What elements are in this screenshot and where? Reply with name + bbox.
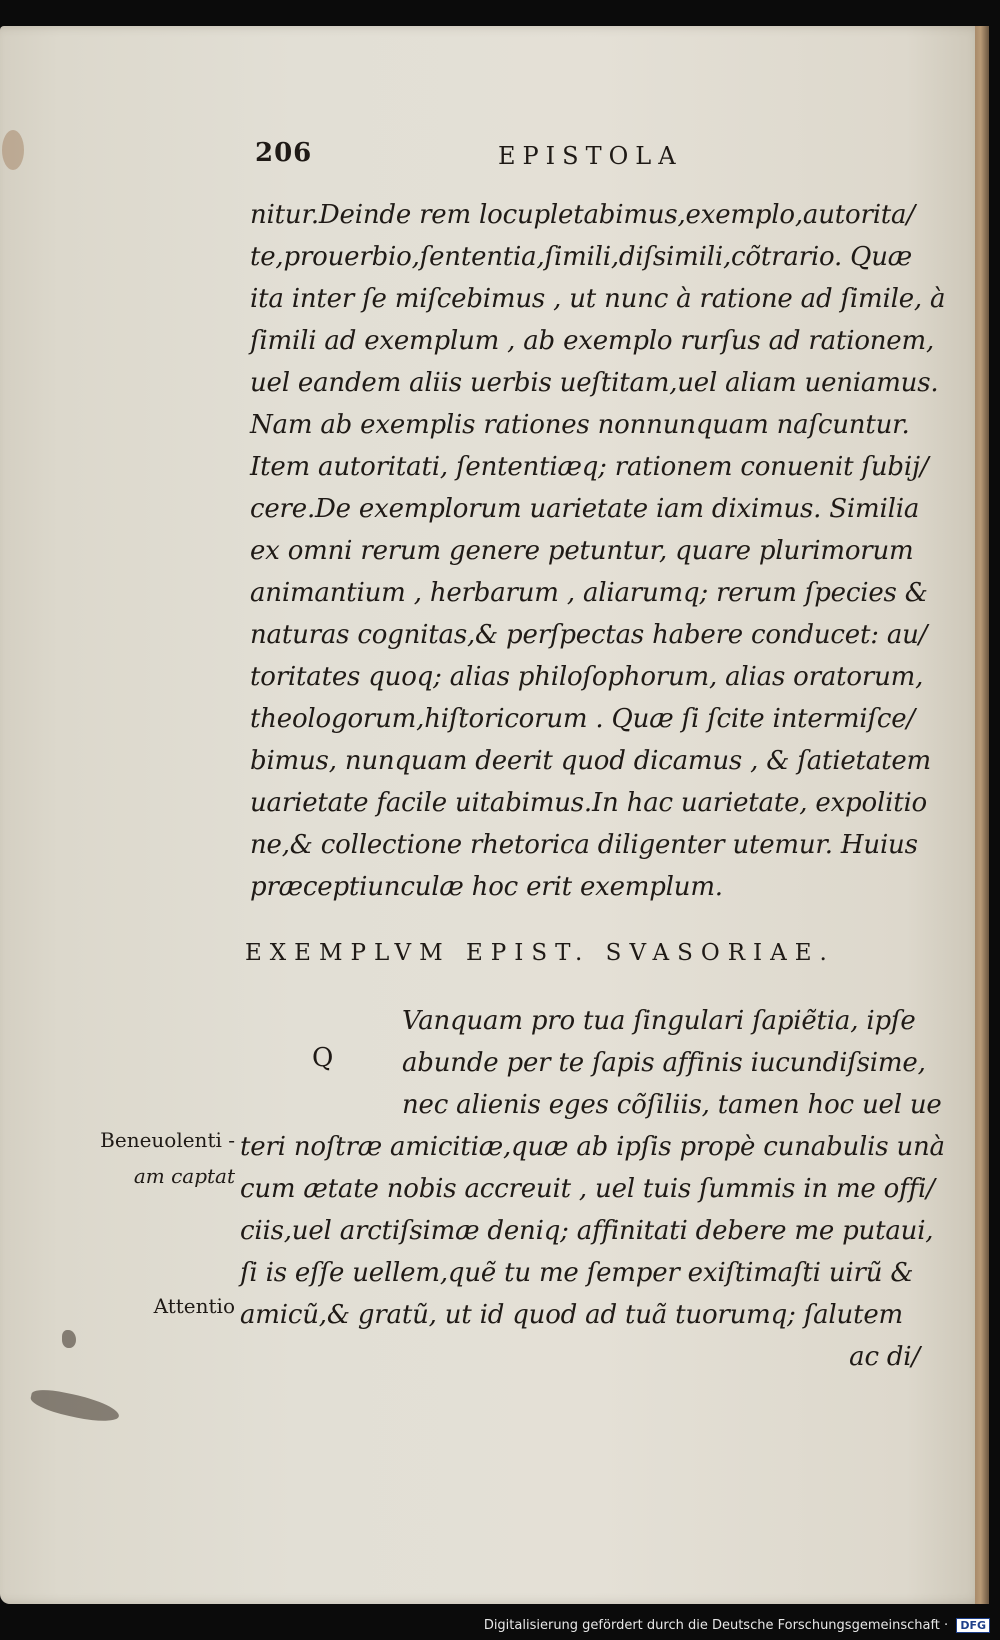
body-line: naturas cognitas,& perſpectas habere conducet: au/ <box>250 620 928 650</box>
body-line: animantium , herbarum , aliarumq; rerum ſpecies & <box>250 578 928 608</box>
letter-text <box>240 1000 945 1378</box>
page-edge <box>975 26 989 1604</box>
body-line: ne,& collectione rhetorica diligenter utemur. Huius <box>250 830 918 860</box>
body-line: nitur.Deinde rem locupletabimus,exemplo,autorita/ <box>250 200 915 230</box>
body-line: cere.De exemplorum uarietate iam diximus. Similia <box>250 494 920 524</box>
section-heading: EXEMPLVM EPIST. SVASORIAE. <box>245 940 835 966</box>
letter-line: amicũ,& gratũ, ut id quod ad tuã tuorumq; ſalutem <box>240 1300 903 1330</box>
body-line: ſimili ad exemplum , ab exemplo rurſus ad rationem, <box>250 326 935 356</box>
running-head: EPISTOLA <box>498 142 683 170</box>
credit-text: Digitalisierung gefördert durch die Deutsche Forschungsgemeinschaft · <box>483 1618 949 1633</box>
dfg-logo: DFG <box>956 1618 990 1633</box>
body-line: bimus, nunquam deerit quod dicamus , & ſatietatem <box>250 746 931 776</box>
stain-left-edge <box>2 130 24 170</box>
body-line: te,prouerbio,ſententia,ſimili,diſsimili,cõtrario. Quæ <box>250 242 912 272</box>
body-line: uel eandem aliis uerbis ueſtitam,uel aliam ueniamus. <box>250 368 939 398</box>
body-line: theologorum,hiſtoricorum . Quæ ſi ſcite intermiſce/ <box>250 704 915 734</box>
marginal-note: am captat <box>133 1164 235 1188</box>
drop-cap: Q <box>312 1043 334 1073</box>
body-line: præceptiunculæ hoc erit exemplum. <box>250 872 723 902</box>
catchword: ac di/ <box>849 1342 920 1372</box>
body-line: ex omni rerum genere petuntur, quare plurimorum <box>250 536 914 566</box>
letter-line: Vanquam pro tua ſingulari ſapiẽtia, ipſe <box>402 1006 916 1036</box>
body-line: uarietate facile uitabimus.In hac uarietate, expolitio <box>250 788 928 818</box>
body-line: toritates quoq; alias philoſophorum, alias oratorum, <box>250 662 924 692</box>
letter-line: abunde per te ſapis affinis iucundiſsime, <box>402 1048 926 1078</box>
letter-line: ciis,uel arctiſsimæ deniq; affinitati debere me putaui, <box>240 1216 934 1246</box>
body-line: Nam ab exemplis rationes nonnunquam naſcuntur. <box>250 410 910 440</box>
marginal-note: Attentio <box>153 1294 235 1318</box>
letter-line: cum ætate nobis accreuit , uel tuis ſummis in me offi/ <box>240 1174 935 1204</box>
letter-line: teri noſtræ amicitiæ,quæ ab ipſis propè cunabulis unà <box>240 1132 945 1162</box>
funding-credit <box>484 1618 990 1633</box>
marginal-note: Beneuolenti - <box>100 1128 235 1152</box>
letter-line: ſi is eſſe uellem,quẽ tu me ſemper exiſtimaſti uirũ & <box>240 1258 914 1288</box>
page-number: 206 <box>255 138 313 168</box>
body-line: Item autoritati, ſententiæq; rationem conuenit ſubij/ <box>250 452 929 482</box>
smudge-mark <box>62 1330 76 1348</box>
letter-line: nec alienis eges cõſiliis, tamen hoc uel ue <box>402 1090 942 1120</box>
body-line: ita inter ſe miſcebimus , ut nunc à ratione ad ſimile, à <box>250 284 946 314</box>
body-text <box>250 194 946 908</box>
